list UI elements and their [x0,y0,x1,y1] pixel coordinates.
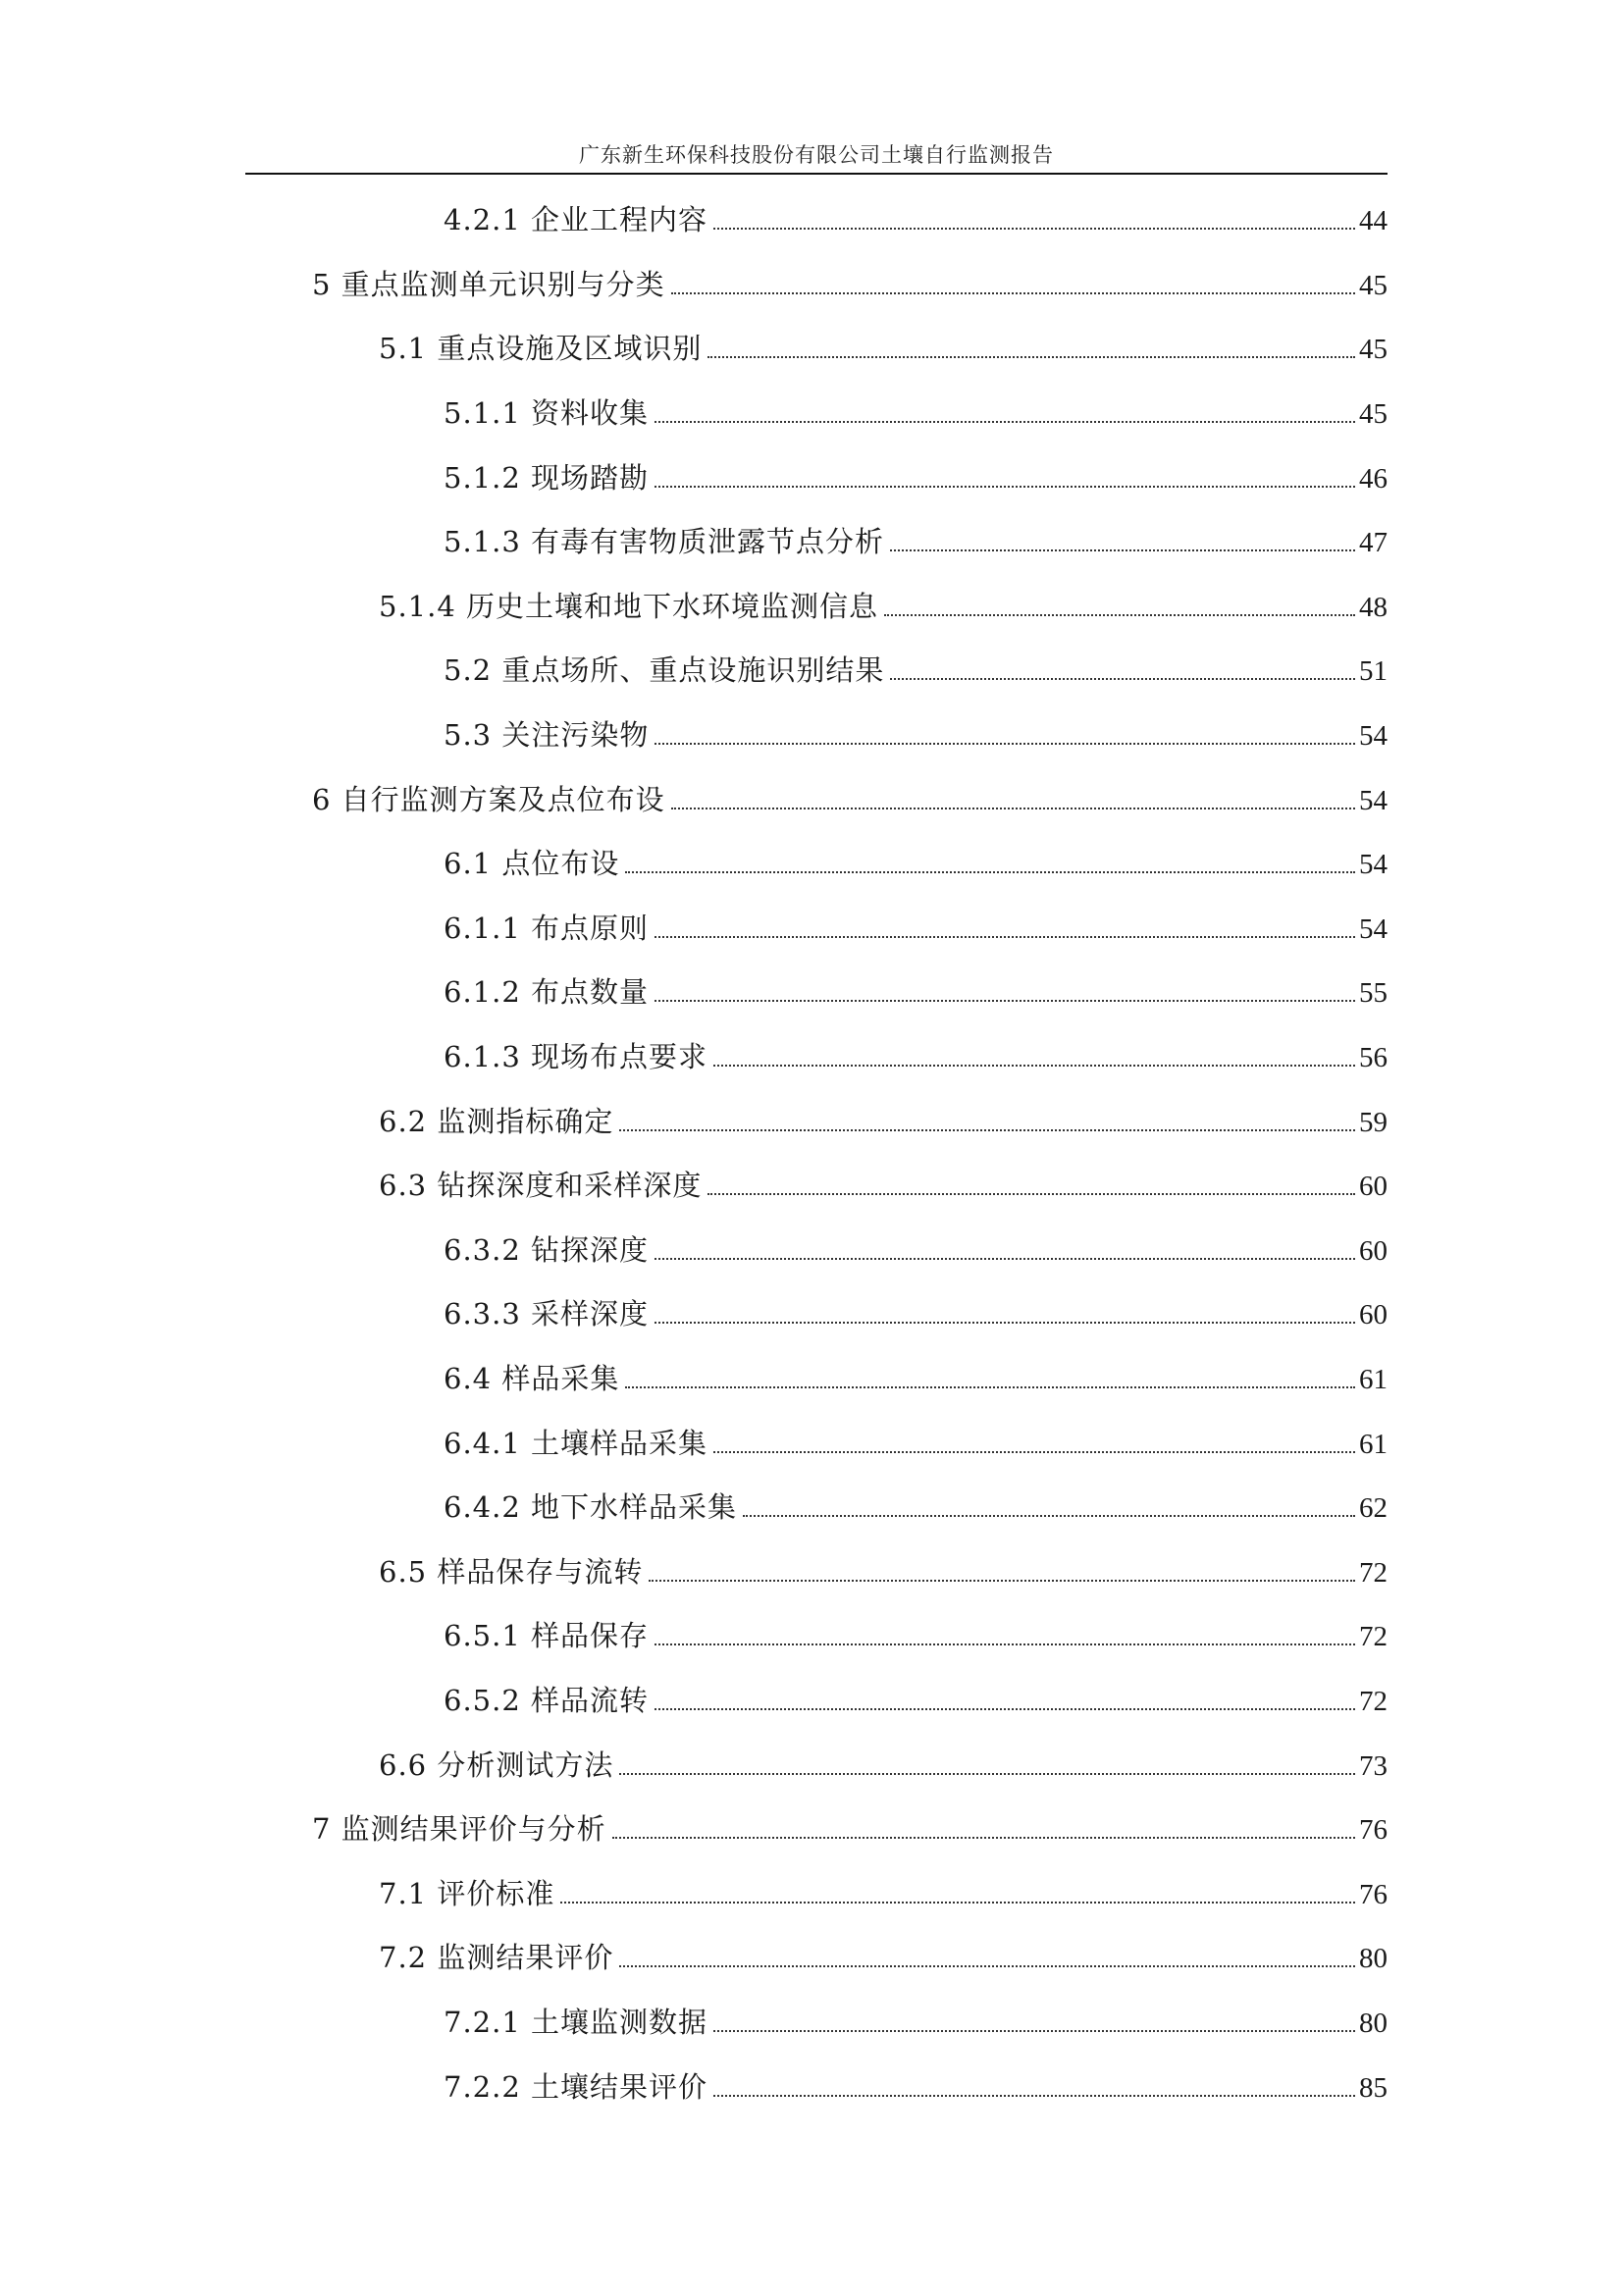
toc-row [0,1539,1624,1604]
toc-dot-leader [560,1902,1355,1904]
toc-entry[interactable] [379,329,1388,369]
toc-page-number: 45 [1359,269,1388,301]
toc-page-number: 62 [1359,1492,1388,1525]
toc-row [0,1347,1624,1412]
toc-page-number: 46 [1359,462,1388,495]
toc-page-number: 56 [1359,1042,1388,1074]
toc-dot-leader [655,1258,1355,1260]
toc-entry-label: 6.5.1 样品保存 [444,1619,650,1653]
toc-dot-leader [890,549,1355,551]
toc-page-number: 59 [1359,1106,1388,1138]
toc-dot-leader [743,1515,1355,1517]
toc-row [0,188,1624,253]
toc-entry-label: 7.2 监测结果评价 [379,1941,614,1975]
toc-row [0,704,1624,768]
toc-page-number: 55 [1359,977,1388,1010]
toc-entry[interactable] [312,1809,1388,1850]
toc-row [0,1669,1624,1734]
toc-page-number: 45 [1359,334,1388,366]
toc-entry[interactable] [444,1681,1388,1721]
toc-dot-leader [649,1580,1355,1582]
toc-dot-leader [671,808,1355,809]
toc-entry-label: 6.3.3 采样深度 [444,1297,650,1331]
toc-page-number: 73 [1359,1749,1388,1782]
toc-entry[interactable] [444,1487,1388,1528]
toc-row [0,445,1624,510]
toc-entry-label: 7.1 评价标准 [379,1876,555,1910]
toc-row [0,1411,1624,1476]
toc-page-number: 80 [1359,1943,1388,1975]
toc-entry-label: 6.2 监测指标确定 [379,1104,614,1138]
toc-row [0,639,1624,704]
toc-entry[interactable] [444,1616,1388,1656]
toc-row [0,832,1624,897]
toc-page-number: 48 [1359,591,1388,623]
toc-dot-leader [655,1000,1355,1002]
toc-entry-label: 5.3 关注污染物 [444,718,650,753]
toc-row [0,897,1624,962]
toc-row [0,1476,1624,1540]
toc-entry-label: 5.1.4 历史土壤和地下水环境监测信息 [379,589,879,623]
toc-dot-leader [625,1386,1355,1388]
toc-page-number: 80 [1359,2007,1388,2039]
toc-dot-leader [655,1708,1355,1710]
toc-dot-leader [707,356,1355,358]
toc-row [0,1798,1624,1862]
toc-entry-label: 7.2.1 土壤监测数据 [444,2005,708,2039]
toc-entry[interactable] [444,2003,1388,2043]
toc-entry[interactable] [444,200,1388,240]
toc-entry[interactable] [444,909,1388,949]
header-divider [245,173,1388,175]
toc-page-number: 60 [1359,1234,1388,1267]
toc-entry-label: 6.3.2 钻探深度 [444,1232,650,1267]
toc-row [0,1219,1624,1283]
toc-dot-leader [884,614,1355,616]
toc-entry-label: 5.1.3 有毒有害物质泄露节点分析 [444,525,885,559]
toc-row [0,382,1624,446]
toc-page-number: 61 [1359,1363,1388,1395]
toc-entry-label: 4.2.1 企业工程内容 [444,203,708,237]
table-of-contents [0,188,1624,2119]
toc-row [0,2055,1624,2119]
toc-entry-label: 5.1.1 资料收集 [444,396,650,431]
toc-entry-label: 6.1.2 布点数量 [444,975,650,1010]
toc-entry-label: 5 重点监测单元识别与分类 [312,267,665,301]
toc-entry[interactable] [379,587,1388,627]
toc-entry-label: 7.2.2 土壤结果评价 [444,2069,708,2104]
toc-dot-leader [713,1065,1355,1067]
toc-row [0,961,1624,1025]
toc-dot-leader [655,1643,1355,1645]
toc-entry-label: 6.4.1 土壤样品采集 [444,1426,708,1460]
toc-row [0,1604,1624,1669]
toc-entry[interactable] [444,1359,1388,1399]
toc-dot-leader [655,1322,1355,1324]
toc-entry[interactable] [444,651,1388,691]
toc-dot-leader [890,678,1355,680]
toc-entry-label: 6.5 样品保存与流转 [379,1554,644,1589]
toc-entry[interactable] [444,458,1388,498]
toc-entry-label: 7 监测结果评价与分析 [312,1812,606,1847]
toc-entry[interactable] [444,1294,1388,1334]
toc-dot-leader [713,2095,1355,2097]
toc-row [0,1282,1624,1347]
toc-entry-label: 6.1 点位布设 [444,847,620,881]
toc-entry-label: 6.4 样品采集 [444,1361,620,1395]
toc-dot-leader [655,421,1355,423]
toc-dot-leader [612,1837,1355,1839]
toc-row [0,767,1624,832]
toc-page-number: 61 [1359,1428,1388,1460]
toc-page-number: 45 [1359,398,1388,431]
toc-dot-leader [655,936,1355,938]
toc-page-number: 72 [1359,1621,1388,1653]
toc-entry[interactable] [379,1874,1388,1914]
toc-dot-leader [655,486,1355,488]
toc-entry[interactable] [444,1037,1388,1077]
toc-entry[interactable] [444,1230,1388,1271]
toc-page-number: 60 [1359,1171,1388,1203]
toc-page-number: 54 [1359,849,1388,881]
toc-page-number: 54 [1359,784,1388,816]
toc-entry[interactable] [444,972,1388,1013]
toc-entry[interactable] [379,1166,1388,1206]
toc-dot-leader [707,1193,1355,1195]
toc-dot-leader [619,1773,1355,1775]
toc-row [0,575,1624,640]
toc-page-number: 72 [1359,1685,1388,1717]
toc-page-number: 51 [1359,655,1388,688]
toc-dot-leader [713,228,1355,230]
toc-entry[interactable] [379,1938,1388,1978]
toc-dot-leader [625,871,1355,873]
toc-dot-leader [619,1965,1355,1967]
toc-row [0,1025,1624,1090]
toc-entry-label: 5.1.2 现场踏勘 [444,460,650,495]
toc-entry[interactable] [444,1424,1388,1464]
toc-row [0,253,1624,318]
toc-row [0,1154,1624,1219]
toc-entry[interactable] [444,715,1388,756]
toc-entry[interactable] [444,844,1388,884]
toc-page-number: 72 [1359,1556,1388,1589]
toc-page-number: 47 [1359,527,1388,559]
page-header: 广东新生环保科技股份有限公司土壤自行监测报告 [579,143,1054,167]
toc-entry[interactable] [312,265,1388,305]
toc-row [0,1089,1624,1154]
toc-page-number: 85 [1359,2071,1388,2104]
toc-page-number: 76 [1359,1878,1388,1910]
toc-row [0,317,1624,382]
toc-entry-label: 6.5.2 样品流转 [444,1683,650,1717]
toc-page-number: 44 [1359,205,1388,237]
toc-page-number: 54 [1359,913,1388,945]
toc-entry-label: 6.3 钻探深度和采样深度 [379,1169,703,1203]
toc-entry-label: 6.4.2 地下水样品采集 [444,1490,738,1525]
toc-entry-label: 5.1 重点设施及区域识别 [379,332,703,366]
toc-page-number: 76 [1359,1814,1388,1847]
toc-row [0,1926,1624,1991]
toc-entry-label: 5.2 重点场所、重点设施识别结果 [444,653,885,688]
toc-entry[interactable] [444,522,1388,562]
toc-entry-label: 6.1.3 现场布点要求 [444,1040,708,1074]
toc-row [0,510,1624,575]
toc-entry[interactable] [444,393,1388,434]
toc-entry-label: 6 自行监测方案及点位布设 [312,782,665,816]
toc-dot-leader [619,1129,1355,1131]
toc-page-number: 60 [1359,1299,1388,1331]
toc-entry[interactable] [379,1552,1388,1592]
toc-entry[interactable] [379,1102,1388,1142]
toc-row [0,1733,1624,1798]
toc-entry-label: 6.1.1 布点原则 [444,911,650,945]
toc-page-number: 54 [1359,720,1388,753]
toc-dot-leader [713,2030,1355,2032]
toc-dot-leader [713,1451,1355,1453]
toc-dot-leader [655,743,1355,745]
toc-entry[interactable] [379,1746,1388,1786]
toc-row [0,1991,1624,2056]
toc-entry-label: 6.6 分析测试方法 [379,1747,614,1782]
toc-entry[interactable] [444,2067,1388,2108]
toc-row [0,1861,1624,1926]
toc-dot-leader [671,292,1355,294]
toc-entry[interactable] [312,780,1388,820]
